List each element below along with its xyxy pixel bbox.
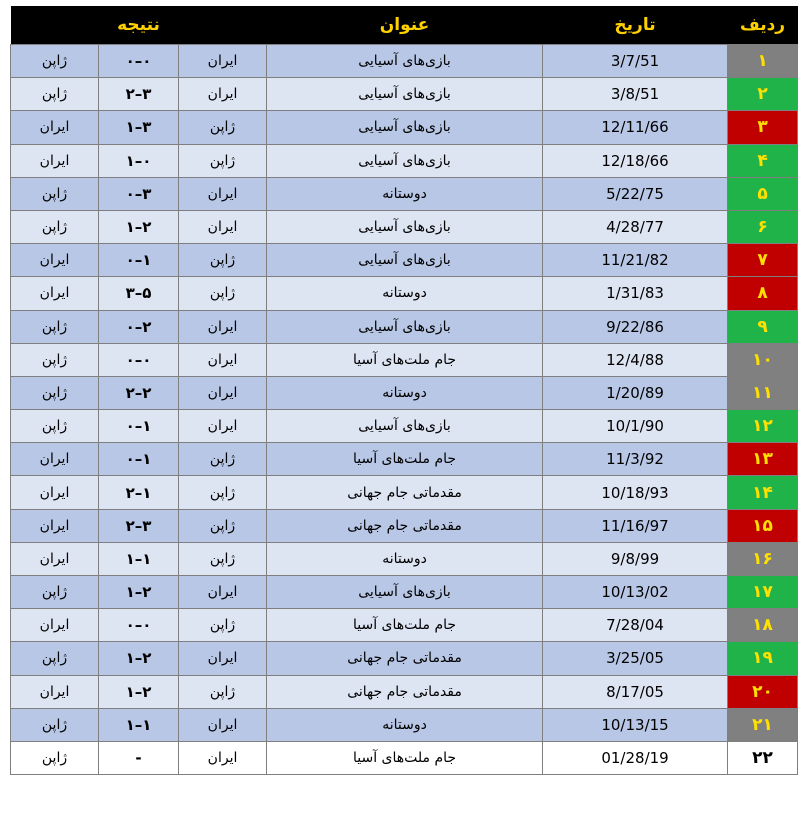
team-b-cell: ایران bbox=[11, 443, 99, 476]
header-row bbox=[11, 6, 798, 45]
team-b-cell: ژاپن bbox=[11, 642, 99, 675]
title-cell: جام ملت‌های آسیا bbox=[267, 343, 543, 376]
team-b-cell: ژاپن bbox=[11, 708, 99, 741]
table-row bbox=[11, 45, 798, 78]
title-cell: بازی‌های آسیایی bbox=[267, 144, 543, 177]
rank-cell: ۴ bbox=[728, 144, 798, 177]
title-cell: بازی‌های آسیایی bbox=[267, 244, 543, 277]
table-row bbox=[11, 741, 798, 774]
table-row bbox=[11, 177, 798, 210]
results-table-container bbox=[10, 6, 797, 775]
rank-cell: ۱ bbox=[728, 45, 798, 78]
rank-cell: ۱۳ bbox=[728, 443, 798, 476]
results-table bbox=[10, 6, 798, 775]
table-row bbox=[11, 509, 798, 542]
title-cell: جام ملت‌های آسیا bbox=[267, 741, 543, 774]
date-cell: 3/25/05 bbox=[543, 642, 728, 675]
rank-cell: ۱۱ bbox=[728, 376, 798, 409]
team-b-cell: ژاپن bbox=[11, 177, 99, 210]
team-b-cell: ژاپن bbox=[11, 210, 99, 243]
title-cell: مقدماتی جام جهانی bbox=[267, 509, 543, 542]
table-row bbox=[11, 78, 798, 111]
date-cell: 4/28/77 bbox=[543, 210, 728, 243]
date-cell: 7/28/04 bbox=[543, 609, 728, 642]
date-cell: 01/28/19 bbox=[543, 741, 728, 774]
table-row bbox=[11, 642, 798, 675]
title-cell: جام ملت‌های آسیا bbox=[267, 609, 543, 642]
team-b-cell: ایران bbox=[11, 476, 99, 509]
header-rank: ردیف bbox=[728, 6, 798, 45]
rank-cell: ۵ bbox=[728, 177, 798, 210]
score-cell: ۲–۱ bbox=[99, 476, 179, 509]
team-a-cell: ایران bbox=[179, 376, 267, 409]
score-cell: ۱–۲ bbox=[99, 210, 179, 243]
table-row bbox=[11, 244, 798, 277]
title-cell: بازی‌های آسیایی bbox=[267, 45, 543, 78]
score-cell: ۲–۳ bbox=[99, 509, 179, 542]
rank-cell: ۱۶ bbox=[728, 542, 798, 575]
team-a-cell: ایران bbox=[179, 177, 267, 210]
score-cell: ۱–۳ bbox=[99, 111, 179, 144]
score-cell: ۱–۲ bbox=[99, 576, 179, 609]
score-cell: ۲–۳ bbox=[99, 78, 179, 111]
score-cell: ۰–۱ bbox=[99, 244, 179, 277]
team-a-cell: ژاپن bbox=[179, 111, 267, 144]
date-cell: 10/13/15 bbox=[543, 708, 728, 741]
team-a-cell: ژاپن bbox=[179, 675, 267, 708]
table-row bbox=[11, 310, 798, 343]
title-cell: دوستانه bbox=[267, 277, 543, 310]
rank-cell: ۲۱ bbox=[728, 708, 798, 741]
table-row bbox=[11, 144, 798, 177]
rank-cell: ۱۵ bbox=[728, 509, 798, 542]
date-cell: 10/18/93 bbox=[543, 476, 728, 509]
table-row bbox=[11, 576, 798, 609]
date-cell: 1/20/89 bbox=[543, 376, 728, 409]
team-a-cell: ایران bbox=[179, 576, 267, 609]
date-cell: 10/1/90 bbox=[543, 410, 728, 443]
header-date: تاریخ bbox=[543, 6, 728, 45]
team-b-cell: ایران bbox=[11, 111, 99, 144]
table-row bbox=[11, 277, 798, 310]
rank-cell: ۱۷ bbox=[728, 576, 798, 609]
table-row bbox=[11, 410, 798, 443]
title-cell: مقدماتی جام جهانی bbox=[267, 642, 543, 675]
title-cell: دوستانه bbox=[267, 376, 543, 409]
title-cell: جام ملت‌های آسیا bbox=[267, 443, 543, 476]
table-row bbox=[11, 376, 798, 409]
score-cell: ۰–۱ bbox=[99, 443, 179, 476]
team-a-cell: ژاپن bbox=[179, 509, 267, 542]
score-cell: ۰–۱ bbox=[99, 410, 179, 443]
table-row bbox=[11, 443, 798, 476]
team-b-cell: ایران bbox=[11, 609, 99, 642]
rank-cell: ۱۰ bbox=[728, 343, 798, 376]
rank-cell: ۳ bbox=[728, 111, 798, 144]
date-cell: 8/17/05 bbox=[543, 675, 728, 708]
team-b-cell: ایران bbox=[11, 509, 99, 542]
rank-cell: ۱۲ bbox=[728, 410, 798, 443]
rank-cell: ۶ bbox=[728, 210, 798, 243]
team-a-cell: ایران bbox=[179, 741, 267, 774]
date-cell: 11/16/97 bbox=[543, 509, 728, 542]
rank-cell: ۹ bbox=[728, 310, 798, 343]
title-cell: بازی‌های آسیایی bbox=[267, 78, 543, 111]
rank-cell: ۷ bbox=[728, 244, 798, 277]
team-a-cell: ایران bbox=[179, 343, 267, 376]
date-cell: 12/4/88 bbox=[543, 343, 728, 376]
team-a-cell: ایران bbox=[179, 78, 267, 111]
team-a-cell: ژاپن bbox=[179, 476, 267, 509]
team-b-cell: ژاپن bbox=[11, 376, 99, 409]
title-cell: دوستانه bbox=[267, 177, 543, 210]
title-cell: بازی‌های آسیایی bbox=[267, 576, 543, 609]
title-cell: دوستانه bbox=[267, 708, 543, 741]
score-cell: ۳–۵ bbox=[99, 277, 179, 310]
table-row bbox=[11, 675, 798, 708]
table-row bbox=[11, 609, 798, 642]
title-cell: بازی‌های آسیایی bbox=[267, 111, 543, 144]
rank-cell: ۱۴ bbox=[728, 476, 798, 509]
team-a-cell: ژاپن bbox=[179, 277, 267, 310]
team-b-cell: ژاپن bbox=[11, 310, 99, 343]
date-cell: 3/8/51 bbox=[543, 78, 728, 111]
table-row bbox=[11, 210, 798, 243]
rank-cell: ۲۲ bbox=[728, 741, 798, 774]
date-cell: 11/3/92 bbox=[543, 443, 728, 476]
team-a-cell: ژاپن bbox=[179, 609, 267, 642]
title-cell: بازی‌های آسیایی bbox=[267, 410, 543, 443]
team-b-cell: ایران bbox=[11, 542, 99, 575]
team-a-cell: ایران bbox=[179, 708, 267, 741]
team-b-cell: ژاپن bbox=[11, 343, 99, 376]
score-cell: ۰–۰ bbox=[99, 609, 179, 642]
score-cell: ۱–۲ bbox=[99, 675, 179, 708]
team-a-cell: ایران bbox=[179, 310, 267, 343]
date-cell: 12/18/66 bbox=[543, 144, 728, 177]
team-b-cell: ژاپن bbox=[11, 45, 99, 78]
team-a-cell: ژاپن bbox=[179, 244, 267, 277]
team-a-cell: ژاپن bbox=[179, 144, 267, 177]
score-cell: ۱–۰ bbox=[99, 144, 179, 177]
score-cell: ۰–۳ bbox=[99, 177, 179, 210]
team-b-cell: ایران bbox=[11, 675, 99, 708]
title-cell: دوستانه bbox=[267, 542, 543, 575]
team-b-cell: ژاپن bbox=[11, 741, 99, 774]
team-b-cell: ایران bbox=[11, 144, 99, 177]
table-row bbox=[11, 111, 798, 144]
date-cell: 9/22/86 bbox=[543, 310, 728, 343]
score-cell: ۱–۱ bbox=[99, 542, 179, 575]
date-cell: 12/11/66 bbox=[543, 111, 728, 144]
score-cell: ۰–۰ bbox=[99, 45, 179, 78]
team-a-cell: ژاپن bbox=[179, 443, 267, 476]
team-a-cell: ژاپن bbox=[179, 542, 267, 575]
date-cell: 10/13/02 bbox=[543, 576, 728, 609]
table-row bbox=[11, 542, 798, 575]
team-b-cell: ژاپن bbox=[11, 78, 99, 111]
title-cell: مقدماتی جام جهانی bbox=[267, 675, 543, 708]
score-cell: - bbox=[99, 741, 179, 774]
date-cell: 9/8/99 bbox=[543, 542, 728, 575]
rank-cell: ۲۰ bbox=[728, 675, 798, 708]
table-row bbox=[11, 343, 798, 376]
team-a-cell: ایران bbox=[179, 410, 267, 443]
team-b-cell: ایران bbox=[11, 244, 99, 277]
title-cell: بازی‌های آسیایی bbox=[267, 210, 543, 243]
rank-cell: ۸ bbox=[728, 277, 798, 310]
team-a-cell: ایران bbox=[179, 210, 267, 243]
header-title: عنوان bbox=[267, 6, 543, 45]
team-a-cell: ایران bbox=[179, 45, 267, 78]
score-cell: ۰–۲ bbox=[99, 310, 179, 343]
date-cell: 1/31/83 bbox=[543, 277, 728, 310]
table-row bbox=[11, 476, 798, 509]
rank-cell: ۱۹ bbox=[728, 642, 798, 675]
score-cell: ۱–۱ bbox=[99, 708, 179, 741]
rank-cell: ۱۸ bbox=[728, 609, 798, 642]
team-b-cell: ژاپن bbox=[11, 576, 99, 609]
score-cell: ۲–۲ bbox=[99, 376, 179, 409]
team-a-cell: ایران bbox=[179, 642, 267, 675]
title-cell: مقدماتی جام جهانی bbox=[267, 476, 543, 509]
score-cell: ۱–۲ bbox=[99, 642, 179, 675]
table-row bbox=[11, 708, 798, 741]
results-body bbox=[11, 45, 798, 775]
title-cell: بازی‌های آسیایی bbox=[267, 310, 543, 343]
team-b-cell: ژاپن bbox=[11, 410, 99, 443]
date-cell: 11/21/82 bbox=[543, 244, 728, 277]
date-cell: 3/7/51 bbox=[543, 45, 728, 78]
score-cell: ۰–۰ bbox=[99, 343, 179, 376]
date-cell: 5/22/75 bbox=[543, 177, 728, 210]
rank-cell: ۲ bbox=[728, 78, 798, 111]
team-b-cell: ایران bbox=[11, 277, 99, 310]
header-result: نتیجه bbox=[11, 6, 267, 45]
